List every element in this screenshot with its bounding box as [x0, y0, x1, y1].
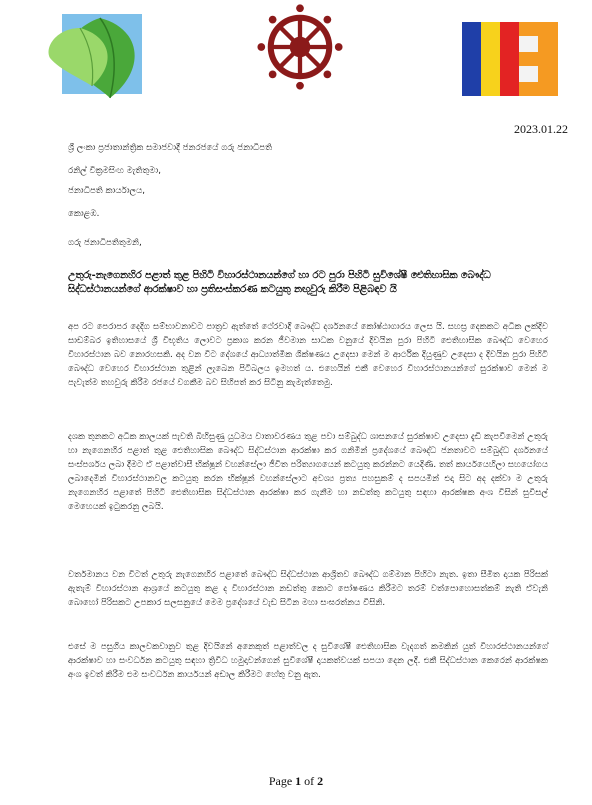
body-paragraph-4: එසේ ම පසුගිය කාලවකවානුව තුළ දිවයිනේ අනෙකුත් පළාත්වල ද සුවිශේෂී ඓතිහාසික වැදගත් කමකින් යුත් විහාරස්ථානයන්ගේ ආරක්ෂාව හා සංවර්ධන කටයුතු සඳහා ත්‍රිවිධ හමුදාවන්ගෙන් සුවිශේෂී දායකත්වයක් සපයා දෙන ලදී. එකී සිද්ධස්ථාන කෙරෙන් ආරක්ෂක අංශ ඉවත් කිරීම එම සංවර්ධන කාර්යයන් අඩාල කිරීමට හේතු වනු ඇත. — [68, 642, 548, 680]
recipient-office: ජනාධිපති කාර්යාලය, — [68, 186, 145, 196]
page-of: of — [304, 774, 315, 788]
page-current: 1 — [295, 774, 302, 788]
wheel-knob — [257, 43, 265, 51]
recipient-name: රනිල් වික්‍රමසිංහ මැතිතුමා, — [68, 166, 161, 176]
bodhi-leaf-icon — [40, 8, 150, 103]
wheel-knob — [296, 82, 304, 90]
salutation: ගරු ජනාධිපතිතුමනි, — [68, 238, 142, 248]
wheel-knob — [323, 16, 331, 24]
body-paragraph-2: දශක තුනකට අධික කාලයක් පැවති බිහිසුණු යුධමය වාතාවරණය තුළ පවා සම්බුද්ධ ශාසනයේ සුරක්ෂාව උදෙසා දැඩි කැපවීමෙන් උතුරු හා නැගෙනහිර පළාත් තුළ ඓතිහාසික බෞද්ධ සිද්ධස්ථාන ආරක්ෂා කර ගනිමින් ප්‍රදේශයේ බෞද්ධ ජනතාවට සම්බුද්ධ දර්ශනයේ සංස්පර්ශය ලබා දීමට ඒ පළාත්වාසී භික්ෂූන් වහන්සේලා ජීවිත පරිත්‍යාගයෙන් කටයුතු කරන්නට යෙදිණි. තත් කාර්යයෙහිලා සහයෝගය ලබාදෙමින් විහාරස්ථානවල කටයුතු කරන භික්ෂූන් වහන්සේලාට අවශ්‍ය ප්‍රත්‍ය පහසුකම් ද සපයමින් එදා සිට අද දක්වා ම උතුරු නැගෙනහිර පළාතේ පිහිටි ඓතිහාසික සිද්ධස්ථාන ආරක්ෂා කර ගැනීම හා නඩත්තු කටයුතු සඳහා ආරක්ෂක අංශ විසින් සුවිසල් මෙහෙයක් ඉටුකරනු ලබයි. — [68, 432, 548, 512]
letter-date: 2023.01.22 — [514, 122, 568, 136]
dharma-wheel-icon — [257, 4, 343, 90]
letterhead — [0, 0, 592, 100]
recipient-title: ශ්‍රී ලංකා ප්‍රජාතාන්ත්‍රික සමාජවාදී ජනරජයේ ගරු ජනාධිපති — [68, 143, 273, 153]
wheel-knob — [335, 43, 343, 51]
wheel-spoke — [279, 47, 300, 68]
wheel-spoke — [279, 26, 300, 47]
wheel-spoke — [300, 47, 321, 68]
wheel-spoke — [300, 26, 321, 47]
letter-subject: උතුරු-නැගෙනහිර පළාත් තුළ පිහිටි විහාරස්ථානයන්ගේ හා රට පුරා පිහිටි සුවිශේෂී ඓතිහාසික බෞද්ධ සිද්ධස්ථානයන්ගේ ආරක්ෂාව හා ප්‍රතිසංස්කරණ කටයුතු නඟුවුරු කිරීම පිළිබඳව යි — [68, 270, 491, 295]
buddhist-flag-icon — [462, 22, 558, 96]
page-prefix: Page — [268, 774, 293, 788]
body-paragraph-1: අප රට පෙරාපර දෙදිග සම්භාවනාවට පාත්‍රව ඇත්තේ ථේරවාදී බෞද්ධ දර්ශනයේ කෝෂ්ඨාගාරය ලෙස යි. සහස්‍ර දෙකකට අධික ලක්දිව සාඩම්බර ඉතිහාසයේ ශ්‍රී විභූතිය ලොවට ප්‍රකාශ කරන ජීවමාන සාධක වනුයේ දිවයින පුරා පිහිටි ඓතිහාසික බෞද්ධ වෙහෙර විහාරස්ථාන බව නොරහසකි. අද වන විට දේශයේ ආධ්‍යාත්මික ශික්ෂණය උදෙසා මෙන් ම ආර්ථික දියුණුව උදෙසා ද දිවයින පුරා පිහිටි බෞද්ධ වෙහෙර විහාරස්ථාන තුළින් ලැබෙන පිටිබලය ඉමහත් ය. එහෙයින් එකී වෙහෙර විහාරස්ථානයන්ගේ සුරක්ෂාව මෙන් ම පැවැත්ම තහවුරු කිරීම රජයේ වගකීම බව සිහිපත් කර සිටිනු කැමැත්තෙමු. — [68, 322, 548, 388]
recipient-city: කොළඹ. — [68, 209, 100, 219]
page-total: 2 — [317, 774, 324, 788]
body-paragraph-3: වර්තමානය වන විටත් උතුරු නැගෙනහිර පළාතේ බෞද්ධ සිද්ධස්ථාන ආශ්‍රිතව බෞද්ධ ගම්මාන පිහිටා නැත. ඉතා සීමිත දායක පිරිසක් ඇතැම් විහාරස්ථාන ආශ්‍රයේ කටයුතු කළ ද විහාරස්ථාන නඩත්තු කොට පෝෂණය කිරීමට තරම් වත්පොහොසත්කම් නැති ඒවැනි බොහෝ පිරිසකට උපකාර සලසනුයේ මෙම ප්‍රදේශයේ වැඩ සිටින මහා සංඝරත්නය විසිනි. — [68, 570, 548, 608]
page-number — [0, 774, 592, 789]
wheel-knob — [323, 70, 331, 78]
wheel-knob — [296, 4, 304, 12]
wheel-knob — [269, 16, 277, 24]
wheel-knob — [269, 70, 277, 78]
